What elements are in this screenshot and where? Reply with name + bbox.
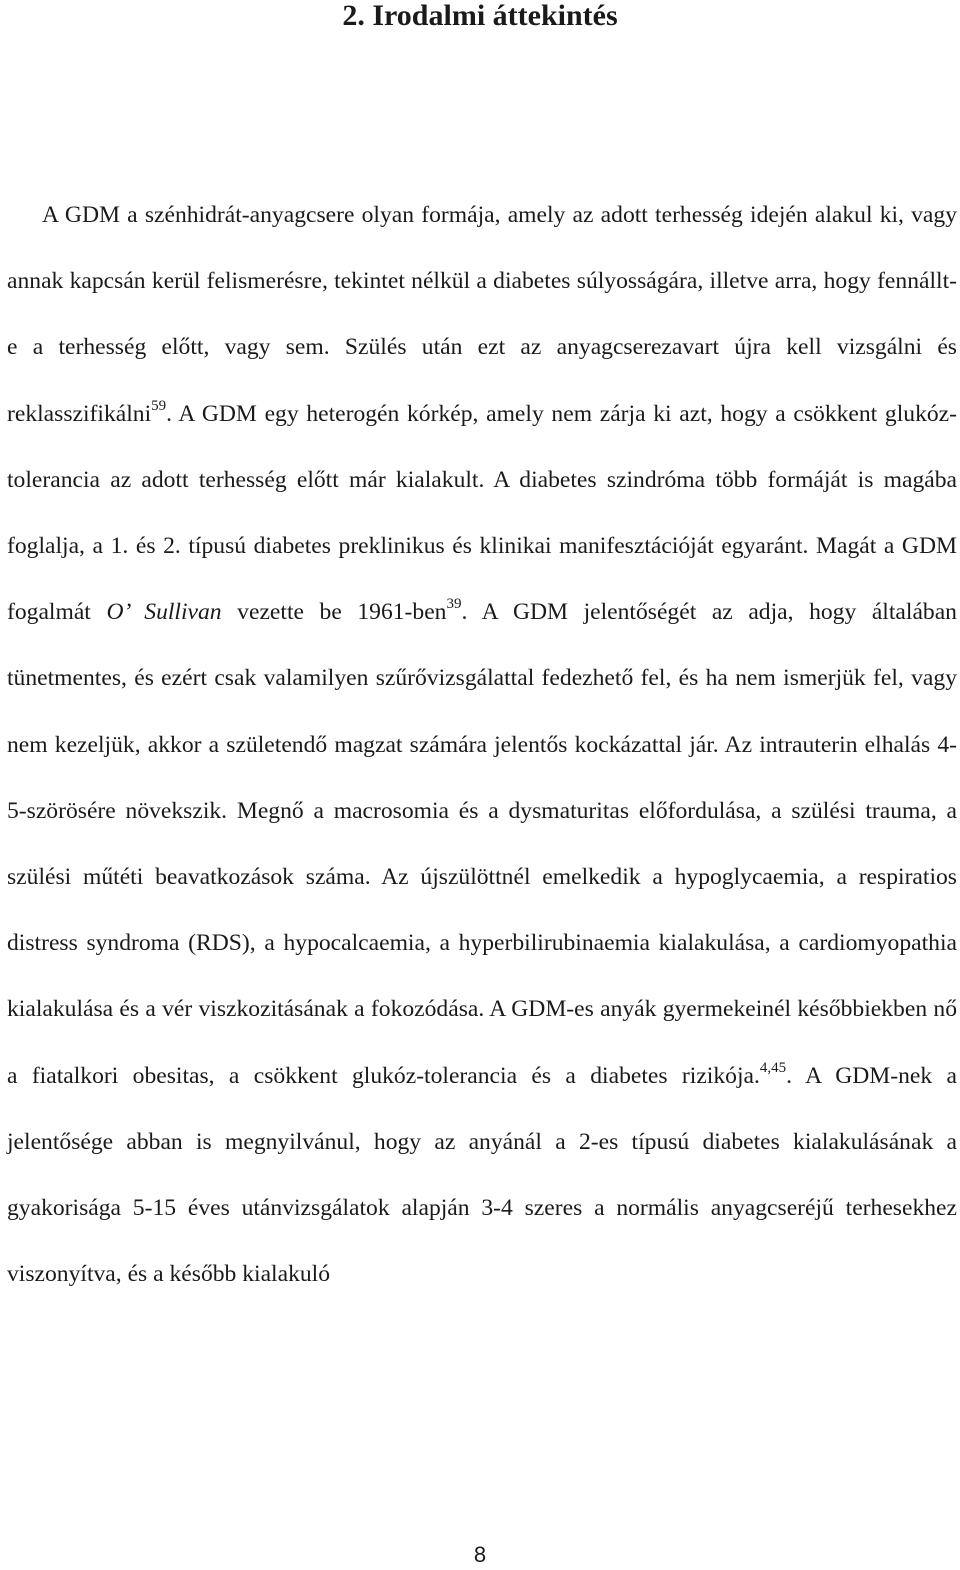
citation-reference: 59 [151, 397, 167, 414]
body-paragraph [7, 182, 957, 1307]
page-number: 8 [473, 1542, 487, 1567]
citation-reference: 39 [446, 596, 462, 613]
author-name: O’ Sullivan [106, 599, 222, 626]
section-heading: 2. Irodalmi áttekintés [342, 0, 618, 32]
paragraph-text: . A GDM-nek a jelentősége abban is megnyilvánul, hogy az anyánál a 2-es típusú diabetes kialakulásának a gyakorisága 5-15 éves utánvizsgálatok alapján 3-4 szeres a normális anyagcseréjű terhesekhez viszonyítva, és a később kialakuló [7, 1062, 957, 1288]
paragraph-text: . A GDM egy heterogén kórkép, amely nem zárja ki azt, hogy a csökkent glukóz-tolerancia az adott terhesség előtt már kialakult. A diabetes szindróma több formáját is magába foglalja, a 1. és 2. típusú diabetes preklinikus és klinikai manifesztációját egyaránt. Magát a GDM fogalmát [7, 400, 957, 626]
paragraph-text: vezette be 1961-ben [221, 599, 447, 626]
paragraph-text: . A GDM jelentőségét az adja, hogy általában tünetmentes, és ezért csak valamilyen szűrővizsgálattal fedezhető fel, és ha nem ismerjük fel, vagy nem kezeljük, akkor a születendő magzat számára jelentős kockázattal jár. Az intrauterin elhalás 4-5-szörösére növekszik. Megnő a macrosomia és a dysmaturitas előfordulása, a szülési trauma, a szülési műtéti beavatkozások száma. Az újszülöttnél emelkedik a hypoglycaemia, a respiratios distress syndroma (RDS), a hypocalcaemia, a hyperbilirubinaemia kialakulása, a cardiomyopathia kialakulása és a vér viszkozitásának a fokozódása. A GDM-es anyák gyermekeinél későbbiekben nő a fiatalkori obesitas, a csökkent glukóz-tolerancia és a diabetes rizikója. [7, 599, 957, 1089]
citation-reference: 4,45 [759, 1059, 787, 1076]
paragraph-text: A GDM a szénhidrát-anyagcsere olyan formája, amely az adott terhesség idején alakul ki, vagy annak kapcsán kerül felismerésre, tekintet nélkül a diabetes súlyosságára, illetve arra, hogy fennállt-e a terhesség előtt, vagy sem. Szülés után ezt az anyagcserezavart újra kell vizsgálni és reklasszifikálni [7, 202, 957, 427]
